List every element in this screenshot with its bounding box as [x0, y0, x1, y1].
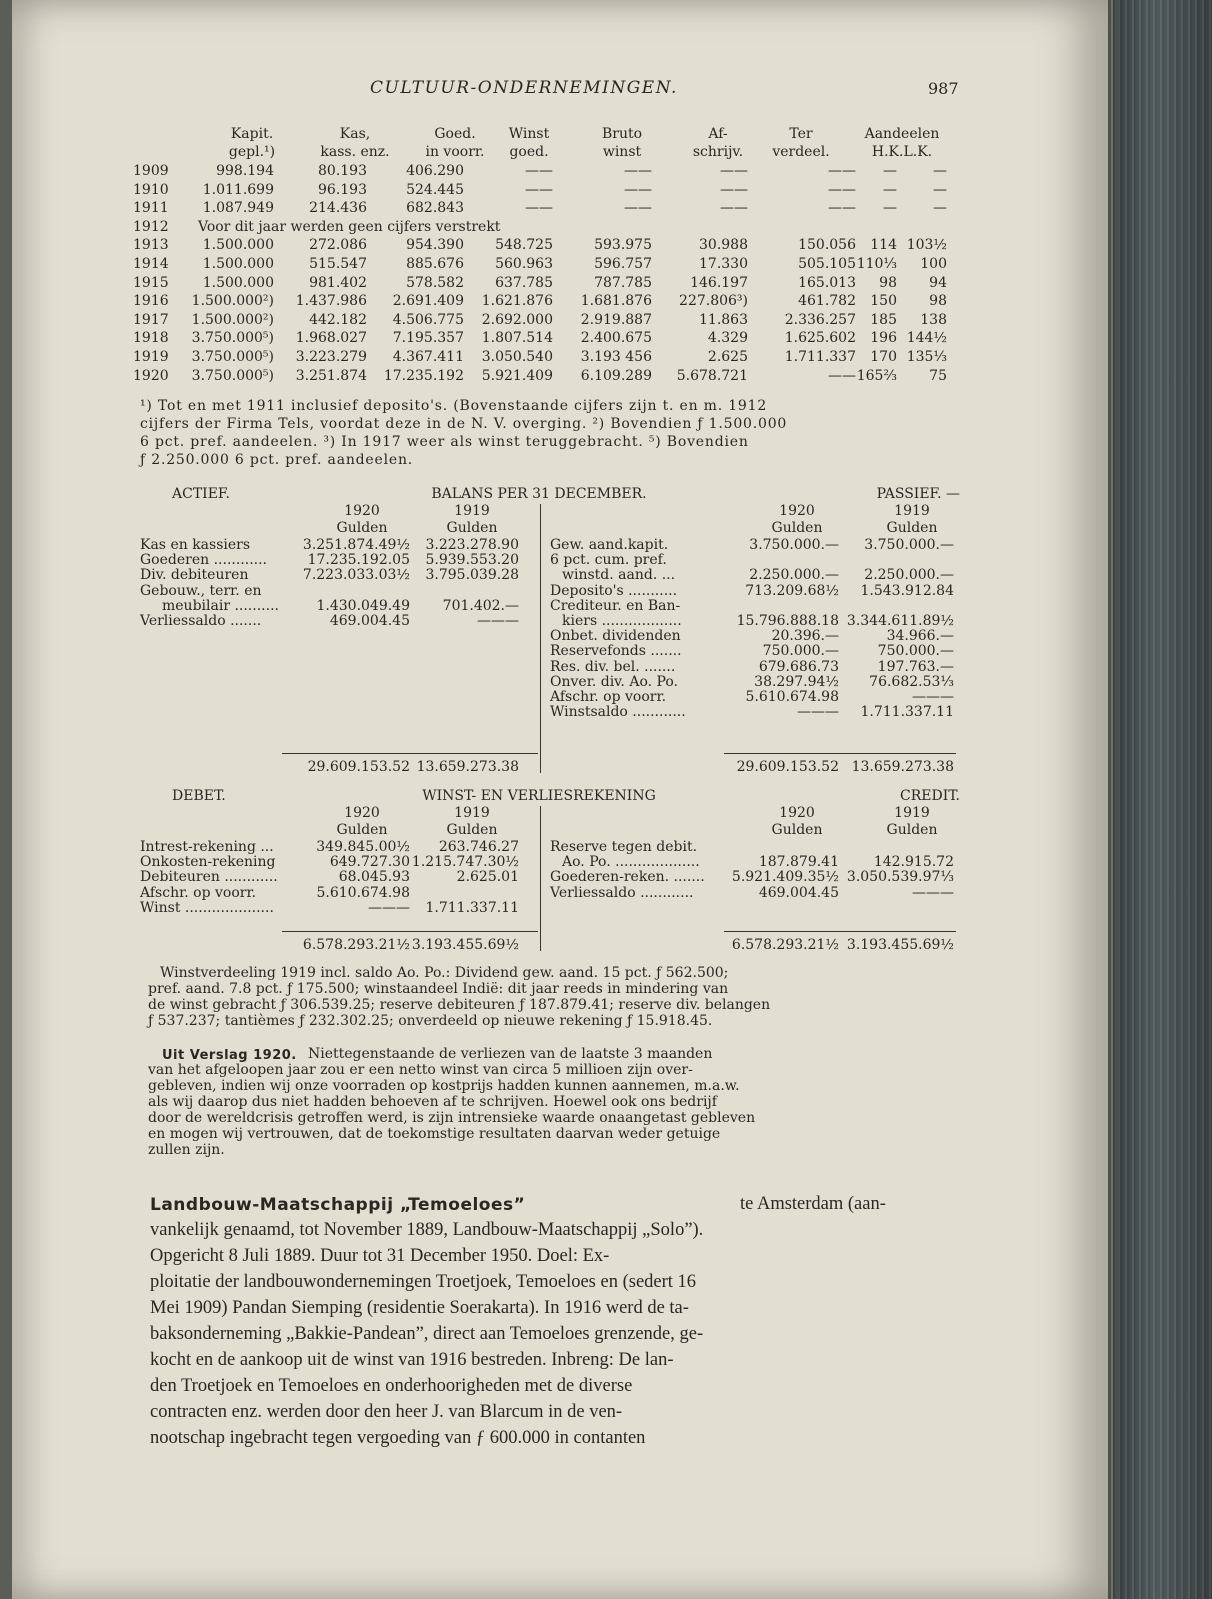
- account-item-value: ———: [477, 613, 519, 629]
- table-cell: 98: [929, 293, 947, 310]
- total-rule: [282, 753, 538, 754]
- row-year: 1919: [133, 349, 169, 365]
- account-divider: [540, 806, 541, 951]
- year-header: 1920: [344, 503, 380, 519]
- account-item-value: ———: [368, 899, 410, 916]
- column-header: gepl.¹): [228, 144, 276, 160]
- column-header: kass. enz.: [320, 144, 390, 160]
- account-item-label: Onbet. dividenden: [550, 628, 681, 645]
- unit-header: Gulden: [336, 822, 388, 838]
- account-item-value: 750.000.—: [762, 643, 839, 660]
- account-item-value: 5.921.409.35½: [731, 869, 839, 886]
- company-line: ploitatie der landbouwondernemingen Troetjoek, Temoeloes en (sedert 16: [150, 1272, 697, 1292]
- table-cell: ——: [720, 200, 748, 217]
- company-line: Opgericht 8 Juli 1889. Duur tot 31 December 1950. Doel: Ex-: [150, 1246, 610, 1266]
- column-header: schrijv.: [692, 144, 744, 160]
- table-cell: 3.750.000⁵): [191, 330, 274, 347]
- account-item-label: Gebouw., terr. en: [140, 582, 262, 599]
- distribution-line: de winst gebracht ƒ 306.539.25; reserve debiteuren ƒ 187.879.41; reserve div. belangen: [148, 997, 771, 1013]
- table-cell: 2.625: [707, 349, 748, 365]
- unit-header: Gulden: [771, 822, 823, 838]
- year-header: 1920: [779, 503, 815, 519]
- account-item-value: 469.004.45: [758, 884, 839, 901]
- account-item-label: Onver. div. Ao. Po.: [550, 673, 679, 690]
- table-cell: 4.506.775: [392, 311, 464, 328]
- table-cell: 1.681.876: [580, 293, 652, 310]
- distribution-line: ƒ 537.237; tantièmes ƒ 232.302.25; onverdeeld op nieuwe rekening ƒ 15.918.45.: [148, 1013, 713, 1029]
- total-value: 3.193.455.69½: [846, 937, 954, 953]
- table-cell: —: [883, 163, 897, 179]
- year-header: 1919: [454, 503, 490, 519]
- account-item-label: Deposito's ...........: [550, 582, 678, 599]
- page-number: 987: [928, 79, 959, 98]
- table-cell: ——: [525, 181, 553, 198]
- company-line: te Amsterdam (aan-: [740, 1194, 886, 1214]
- table-cell: 80.193: [318, 163, 367, 179]
- account-item-value: 2.250.000.—: [864, 567, 954, 584]
- company-line: baksonderneming „Bakkie-Pandean”, direct aan Temoeloes grenzende, ge-: [150, 1324, 704, 1344]
- footnote-line: cijfers der Firma Tels, voordat deze in de N. V. overging. ²) Bovendien ƒ 1.500.000: [140, 416, 788, 432]
- account-item-label: winstd. aand. ...: [562, 567, 676, 584]
- table-cell: 787.785: [594, 274, 652, 291]
- year-header: 1919: [894, 805, 930, 821]
- report-line: gebleven, indien wij onze voorraden op kostprijs hadden kunnen aannemen, m.a.w.: [148, 1078, 740, 1094]
- account-item-value: 649.727.30: [329, 854, 410, 871]
- table-cell: 4.367.411: [392, 349, 464, 365]
- table-cell: ——: [525, 163, 553, 179]
- column-header: goed.: [509, 144, 549, 160]
- table-cell: 7.195.357: [392, 330, 464, 347]
- account-item-label: 6 pct. cum. pref.: [550, 552, 667, 569]
- account-item-value: 34.966.—: [886, 628, 954, 645]
- account-item-value: 5.939.553.20: [425, 552, 519, 569]
- table-cell: 3.193 456: [580, 349, 652, 365]
- report-label: Uit Verslag 1920.: [162, 1048, 297, 1063]
- account-item-value: ———: [912, 689, 954, 705]
- table-cell: 146.197: [690, 274, 748, 291]
- account-item-value: 263.746.27: [438, 839, 519, 855]
- row-year: 1917: [133, 311, 169, 328]
- table-cell: 954.390: [406, 237, 464, 254]
- report-line: zullen zijn.: [148, 1142, 225, 1158]
- table-cell: 4.329: [707, 330, 748, 347]
- table-cell: 3.251.874: [295, 367, 367, 384]
- account-item-label: Intrest-rekening ...: [140, 839, 274, 855]
- table-cell: 5.678.721: [676, 367, 748, 384]
- account-title: BALANS PER 31 DECEMBER.: [431, 486, 647, 502]
- column-header: Kapit.: [230, 126, 274, 142]
- table-cell: 524.445: [406, 181, 464, 198]
- table-cell: 185: [870, 311, 897, 328]
- account-item-value: 3.750.000.—: [864, 537, 954, 553]
- column-header: Winst: [508, 126, 550, 142]
- column-header: Aandeelen: [864, 126, 940, 142]
- table-cell: 637.785: [495, 274, 553, 291]
- column-header: Kas,: [339, 126, 371, 142]
- account-item-value: 679.686.73: [758, 658, 839, 675]
- account-item-value: 2.250.000.—: [749, 567, 839, 584]
- table-cell: —: [933, 181, 947, 198]
- table-cell: 170: [870, 349, 897, 365]
- account-item-value: 1.711.337.11: [425, 899, 519, 916]
- table-cell: 981.402: [309, 274, 367, 291]
- year-header: 1920: [779, 805, 815, 821]
- account-item-value: 3.251.874.49½: [302, 537, 410, 553]
- table-cell: 885.676: [406, 256, 464, 272]
- account-item-value: 3.050.539.97⅓: [846, 869, 954, 886]
- table-cell: ——: [624, 181, 652, 198]
- row-year: 1920: [133, 367, 169, 384]
- account-item-value: 15.796.888.18: [736, 613, 839, 629]
- table-cell: —: [883, 181, 897, 198]
- row-year: 1911: [133, 200, 169, 217]
- footnote-line: ¹) Tot en met 1911 inclusief deposito's. (Bovenstaande cijfers zijn t. en m. 1912: [140, 398, 768, 414]
- table-cell: 165.013: [798, 274, 856, 291]
- account-item-label: Div. debiteuren: [140, 567, 249, 584]
- account-divider: [540, 504, 541, 773]
- table-cell: 1.500.000²): [191, 311, 274, 328]
- table-cell: 100: [920, 256, 947, 272]
- table-cell: 6.109.289: [580, 367, 652, 384]
- total-value: 3.193.455.69½: [411, 937, 519, 953]
- total-value: 6.578.293.21½: [731, 937, 839, 953]
- row-note: Voor dit jaar werden geen cijfers verstrekt: [198, 218, 501, 235]
- account-left-title: DEBET.: [172, 788, 226, 804]
- year-header: 1920: [344, 805, 380, 821]
- table-cell: 3.750.000⁵): [191, 349, 274, 365]
- account-item-value: 1.711.337.11: [860, 704, 954, 721]
- table-cell: 110⅓: [856, 256, 897, 272]
- table-cell: 596.757: [594, 256, 652, 272]
- table-cell: 461.782: [798, 293, 856, 310]
- account-item-label: Onkosten-rekening: [140, 854, 276, 871]
- account-item-label: kiers ..................: [562, 613, 682, 629]
- total-rule: [724, 753, 956, 754]
- account-right-title: PASSIEF. —: [876, 486, 960, 502]
- account-item-value: 187.879.41: [758, 854, 839, 871]
- table-cell: ——: [720, 163, 748, 179]
- company-line: Mei 1909) Pandan Siemping (residentie Soerakarta). In 1916 werd de ta-: [150, 1298, 689, 1318]
- total-value: 29.609.153.52: [736, 759, 839, 775]
- company-line: nootschap ingebracht tegen vergoeding van ƒ 600.000 in contanten: [150, 1428, 646, 1448]
- table-cell: 1.807.514: [481, 330, 553, 347]
- account-item-label: Goederen-reken. .......: [550, 869, 705, 886]
- table-cell: 2.692.000: [481, 311, 553, 328]
- account-item-value: ———: [797, 704, 839, 721]
- column-header: H.K.L.K.: [871, 144, 933, 160]
- table-cell: 1.011.699: [202, 181, 274, 198]
- account-item-value: ———: [912, 884, 954, 901]
- account-item-label: Res. div. bel. .......: [550, 658, 676, 675]
- company-line: den Troetjoek en Temoeloes en onderhoorigheden met de diverse: [150, 1376, 633, 1396]
- account-item-label: Winstsaldo ............: [550, 704, 686, 721]
- table-cell: 3.223.279: [295, 349, 367, 365]
- account-item-label: Verliessaldo ............: [550, 884, 694, 901]
- total-value: 29.609.153.52: [307, 759, 410, 775]
- table-cell: 560.963: [495, 256, 553, 272]
- account-item-value: 1.543.912.84: [860, 582, 954, 599]
- unit-header: Gulden: [336, 520, 388, 536]
- table-cell: 2.691.409: [392, 293, 464, 310]
- account-item-label: Crediteur. en Ban-: [550, 597, 681, 614]
- account-item-value: 1.215.747.30½: [411, 854, 519, 871]
- row-year: 1915: [133, 274, 169, 291]
- total-value: 13.659.273.38: [851, 759, 954, 775]
- row-year: 1912: [133, 218, 169, 235]
- unit-header: Gulden: [771, 520, 823, 536]
- table-cell: 2.336.257: [784, 311, 856, 328]
- column-header: Ter: [789, 126, 813, 142]
- table-cell: 272.086: [309, 237, 367, 254]
- year-header: 1919: [454, 805, 490, 821]
- account-title: WINST- EN VERLIESREKENING: [422, 788, 656, 804]
- table-cell: 2.400.675: [580, 330, 652, 347]
- row-year: 1918: [133, 330, 169, 347]
- account-left-title: ACTIEF.: [172, 486, 230, 502]
- table-cell: 138: [920, 311, 947, 328]
- unit-header: Gulden: [886, 822, 938, 838]
- unit-header: Gulden: [886, 520, 938, 536]
- column-header: winst: [602, 144, 642, 160]
- table-cell: 11.863: [699, 311, 748, 328]
- table-cell: 150.056: [798, 237, 856, 254]
- account-item-value: 76.682.53⅓: [869, 673, 954, 690]
- table-cell: —: [933, 200, 947, 217]
- table-cell: ——: [828, 367, 856, 384]
- account-item-label: Goederen ............: [140, 552, 267, 569]
- account-item-value: 3.223.278.90: [425, 537, 519, 553]
- table-cell: ——: [624, 163, 652, 179]
- table-cell: 1.500.000: [202, 237, 274, 254]
- book-page: [12, 0, 1108, 1599]
- table-cell: 30.988: [699, 237, 748, 254]
- table-cell: 593.975: [594, 237, 652, 254]
- row-year: 1914: [133, 256, 169, 272]
- account-item-value: 349.845.00½: [316, 839, 410, 855]
- account-item-value: 750.000.—: [877, 643, 954, 660]
- account-item-value: 3.795.039.28: [425, 567, 519, 584]
- distribution-line: pref. aand. 7.8 pct. ƒ 175.500; winstaandeel Indië: dit jaar reeds in mindering van: [148, 981, 729, 997]
- account-item-value: 38.297.94½: [754, 673, 839, 690]
- total-value: 13.659.273.38: [416, 759, 519, 775]
- account-item-label: Afschr. op voorr.: [550, 689, 667, 705]
- account-item-label: meubilair ..........: [162, 597, 279, 614]
- table-cell: ——: [525, 200, 553, 217]
- account-item-value: 1.430.049.49: [316, 597, 410, 614]
- table-cell: 94: [929, 274, 947, 291]
- table-cell: 17.330: [699, 256, 748, 272]
- column-header: Bruto: [601, 126, 643, 142]
- table-cell: 5.921.409: [481, 367, 553, 384]
- account-item-label: Debiteuren ............: [140, 869, 278, 886]
- total-rule: [724, 931, 956, 932]
- table-cell: 144½: [906, 330, 947, 347]
- report-line: Niettegenstaande de verliezen van de laatste 3 maanden: [308, 1046, 713, 1062]
- table-cell: 682.843: [406, 200, 464, 217]
- account-right-title: CREDIT.: [900, 788, 960, 804]
- total-value: 6.578.293.21½: [302, 937, 410, 953]
- table-cell: ——: [720, 181, 748, 198]
- account-item-value: 7.223.033.03½: [302, 567, 410, 584]
- company-name: Landbouw-Maatschappij „Temoeloes”: [150, 1195, 526, 1215]
- year-header: 1919: [894, 503, 930, 519]
- account-item-label: Reservefonds .......: [550, 643, 682, 660]
- table-cell: 998.194: [216, 163, 274, 179]
- account-item-label: Reserve tegen debit.: [550, 839, 698, 855]
- table-cell: 17.235.192: [383, 367, 464, 384]
- account-item-label: Verliessaldo .......: [140, 613, 262, 629]
- account-item-value: 3.750.000.—: [749, 537, 839, 553]
- table-cell: 196: [870, 330, 897, 347]
- account-item-value: 17.235.192.05: [307, 552, 410, 569]
- account-item-value: 701.402.—: [442, 597, 519, 614]
- account-item-label: Kas en kassiers: [140, 537, 251, 553]
- account-item-label: Ao. Po. ...................: [562, 854, 700, 871]
- table-cell: ——: [828, 181, 856, 198]
- table-cell: 1.500.000: [202, 256, 274, 272]
- table-cell: 406.290: [406, 163, 464, 179]
- table-cell: 548.725: [495, 237, 553, 254]
- unit-header: Gulden: [446, 520, 498, 536]
- table-cell: 98: [879, 274, 897, 291]
- table-cell: 150: [870, 293, 897, 310]
- account-item-value: 2.625.01: [456, 869, 519, 886]
- table-cell: 1.711.337: [784, 349, 856, 365]
- account-item-value: 5.610.674.98: [316, 884, 410, 901]
- total-rule: [282, 931, 538, 932]
- table-cell: 515.547: [309, 256, 367, 272]
- account-item-value: 20.396.—: [771, 628, 839, 645]
- table-cell: 1.968.027: [295, 330, 367, 347]
- column-header: verdeel.: [772, 144, 830, 160]
- table-cell: —: [933, 163, 947, 179]
- table-cell: 135⅓: [906, 349, 947, 365]
- account-item-value: 713.209.68½: [745, 582, 839, 599]
- table-cell: 1.500.000: [202, 274, 274, 291]
- column-header: in voorr.: [425, 144, 485, 160]
- report-line: en mogen wij vertrouwen, dat de toekomstige resultaten daarvan weder getuige: [148, 1126, 721, 1142]
- footnote-line: 6 pct. pref. aandeelen. ³) In 1917 weer als winst teruggebracht. ⁵) Bovendien: [140, 434, 749, 450]
- account-item-value: 142.915.72: [873, 854, 954, 871]
- company-line: vankelijk genaamd, tot November 1889, Landbouw-Maatschappij „Solo”).: [150, 1220, 704, 1240]
- report-line: door de wereldcrisis getroffen werd, is zijn intrensieke waarde onaangetast gebleven: [148, 1110, 756, 1126]
- row-year: 1916: [133, 293, 169, 310]
- account-item-value: 5.610.674.98: [745, 689, 839, 705]
- report-line: van het afgeloopen jaar zou er een netto winst van circa 5 millioen zijn over-: [148, 1062, 693, 1078]
- table-cell: —: [883, 200, 897, 217]
- account-item-value: 68.045.93: [338, 869, 410, 886]
- table-cell: 214.436: [309, 200, 367, 217]
- table-cell: 96.193: [318, 181, 367, 198]
- table-cell: 114: [870, 237, 897, 254]
- table-cell: 165⅔: [856, 367, 897, 384]
- table-cell: ——: [828, 163, 856, 179]
- table-cell: 505.105: [798, 256, 856, 272]
- table-cell: 1.625.602: [784, 330, 856, 347]
- account-item-label: Afschr. op voorr.: [140, 884, 257, 901]
- row-year: 1910: [133, 181, 169, 198]
- column-header: Goed.: [434, 126, 476, 142]
- table-cell: 1.437.986: [295, 293, 367, 310]
- table-cell: 75: [929, 367, 947, 384]
- unit-header: Gulden: [446, 822, 498, 838]
- distribution-line: Winstverdeeling 1919 incl. saldo Ao. Po.: Dividend gew. aand. 15 pct. ƒ 562.500;: [160, 965, 729, 981]
- row-year: 1913: [133, 237, 169, 254]
- table-cell: 1.087.949: [202, 200, 274, 217]
- table-cell: 578.582: [406, 274, 464, 291]
- table-cell: 2.919.887: [580, 311, 652, 328]
- table-cell: ——: [828, 200, 856, 217]
- table-cell: 103½: [906, 237, 947, 254]
- table-cell: 1.500.000²): [191, 293, 274, 310]
- account-item-value: 469.004.45: [329, 613, 410, 629]
- table-cell: 3.050.540: [481, 349, 553, 365]
- column-header: Af-: [708, 126, 728, 142]
- table-cell: 3.750.000⁵): [191, 367, 274, 384]
- table-cell: 442.182: [309, 311, 367, 328]
- table-cell: 227.806³): [679, 293, 748, 310]
- account-item-label: Gew. aand.kapit.: [550, 537, 669, 553]
- row-year: 1909: [133, 163, 169, 179]
- footnote-line: ƒ 2.250.000 6 pct. pref. aandeelen.: [140, 452, 414, 468]
- company-line: kocht en de aankoop uit de winst van 1916 bestreden. Inbreng: De lan-: [150, 1350, 674, 1370]
- account-item-label: Winst ....................: [140, 899, 274, 916]
- company-line: contracten enz. werden door den heer J. van Blarcum in de ven-: [150, 1402, 623, 1422]
- running-header: CULTUUR-ONDERNEMINGEN.: [370, 78, 678, 98]
- table-cell: ——: [624, 200, 652, 217]
- account-item-value: 3.344.611.89½: [846, 613, 954, 629]
- account-item-value: 197.763.—: [877, 658, 954, 675]
- table-cell: 1.621.876: [481, 293, 553, 310]
- report-line: als wij daarop dus niet hadden behoeven af te schrijven. Hoewel ook ons bedrijf: [148, 1094, 717, 1110]
- book-cover-edge: [1118, 0, 1212, 1599]
